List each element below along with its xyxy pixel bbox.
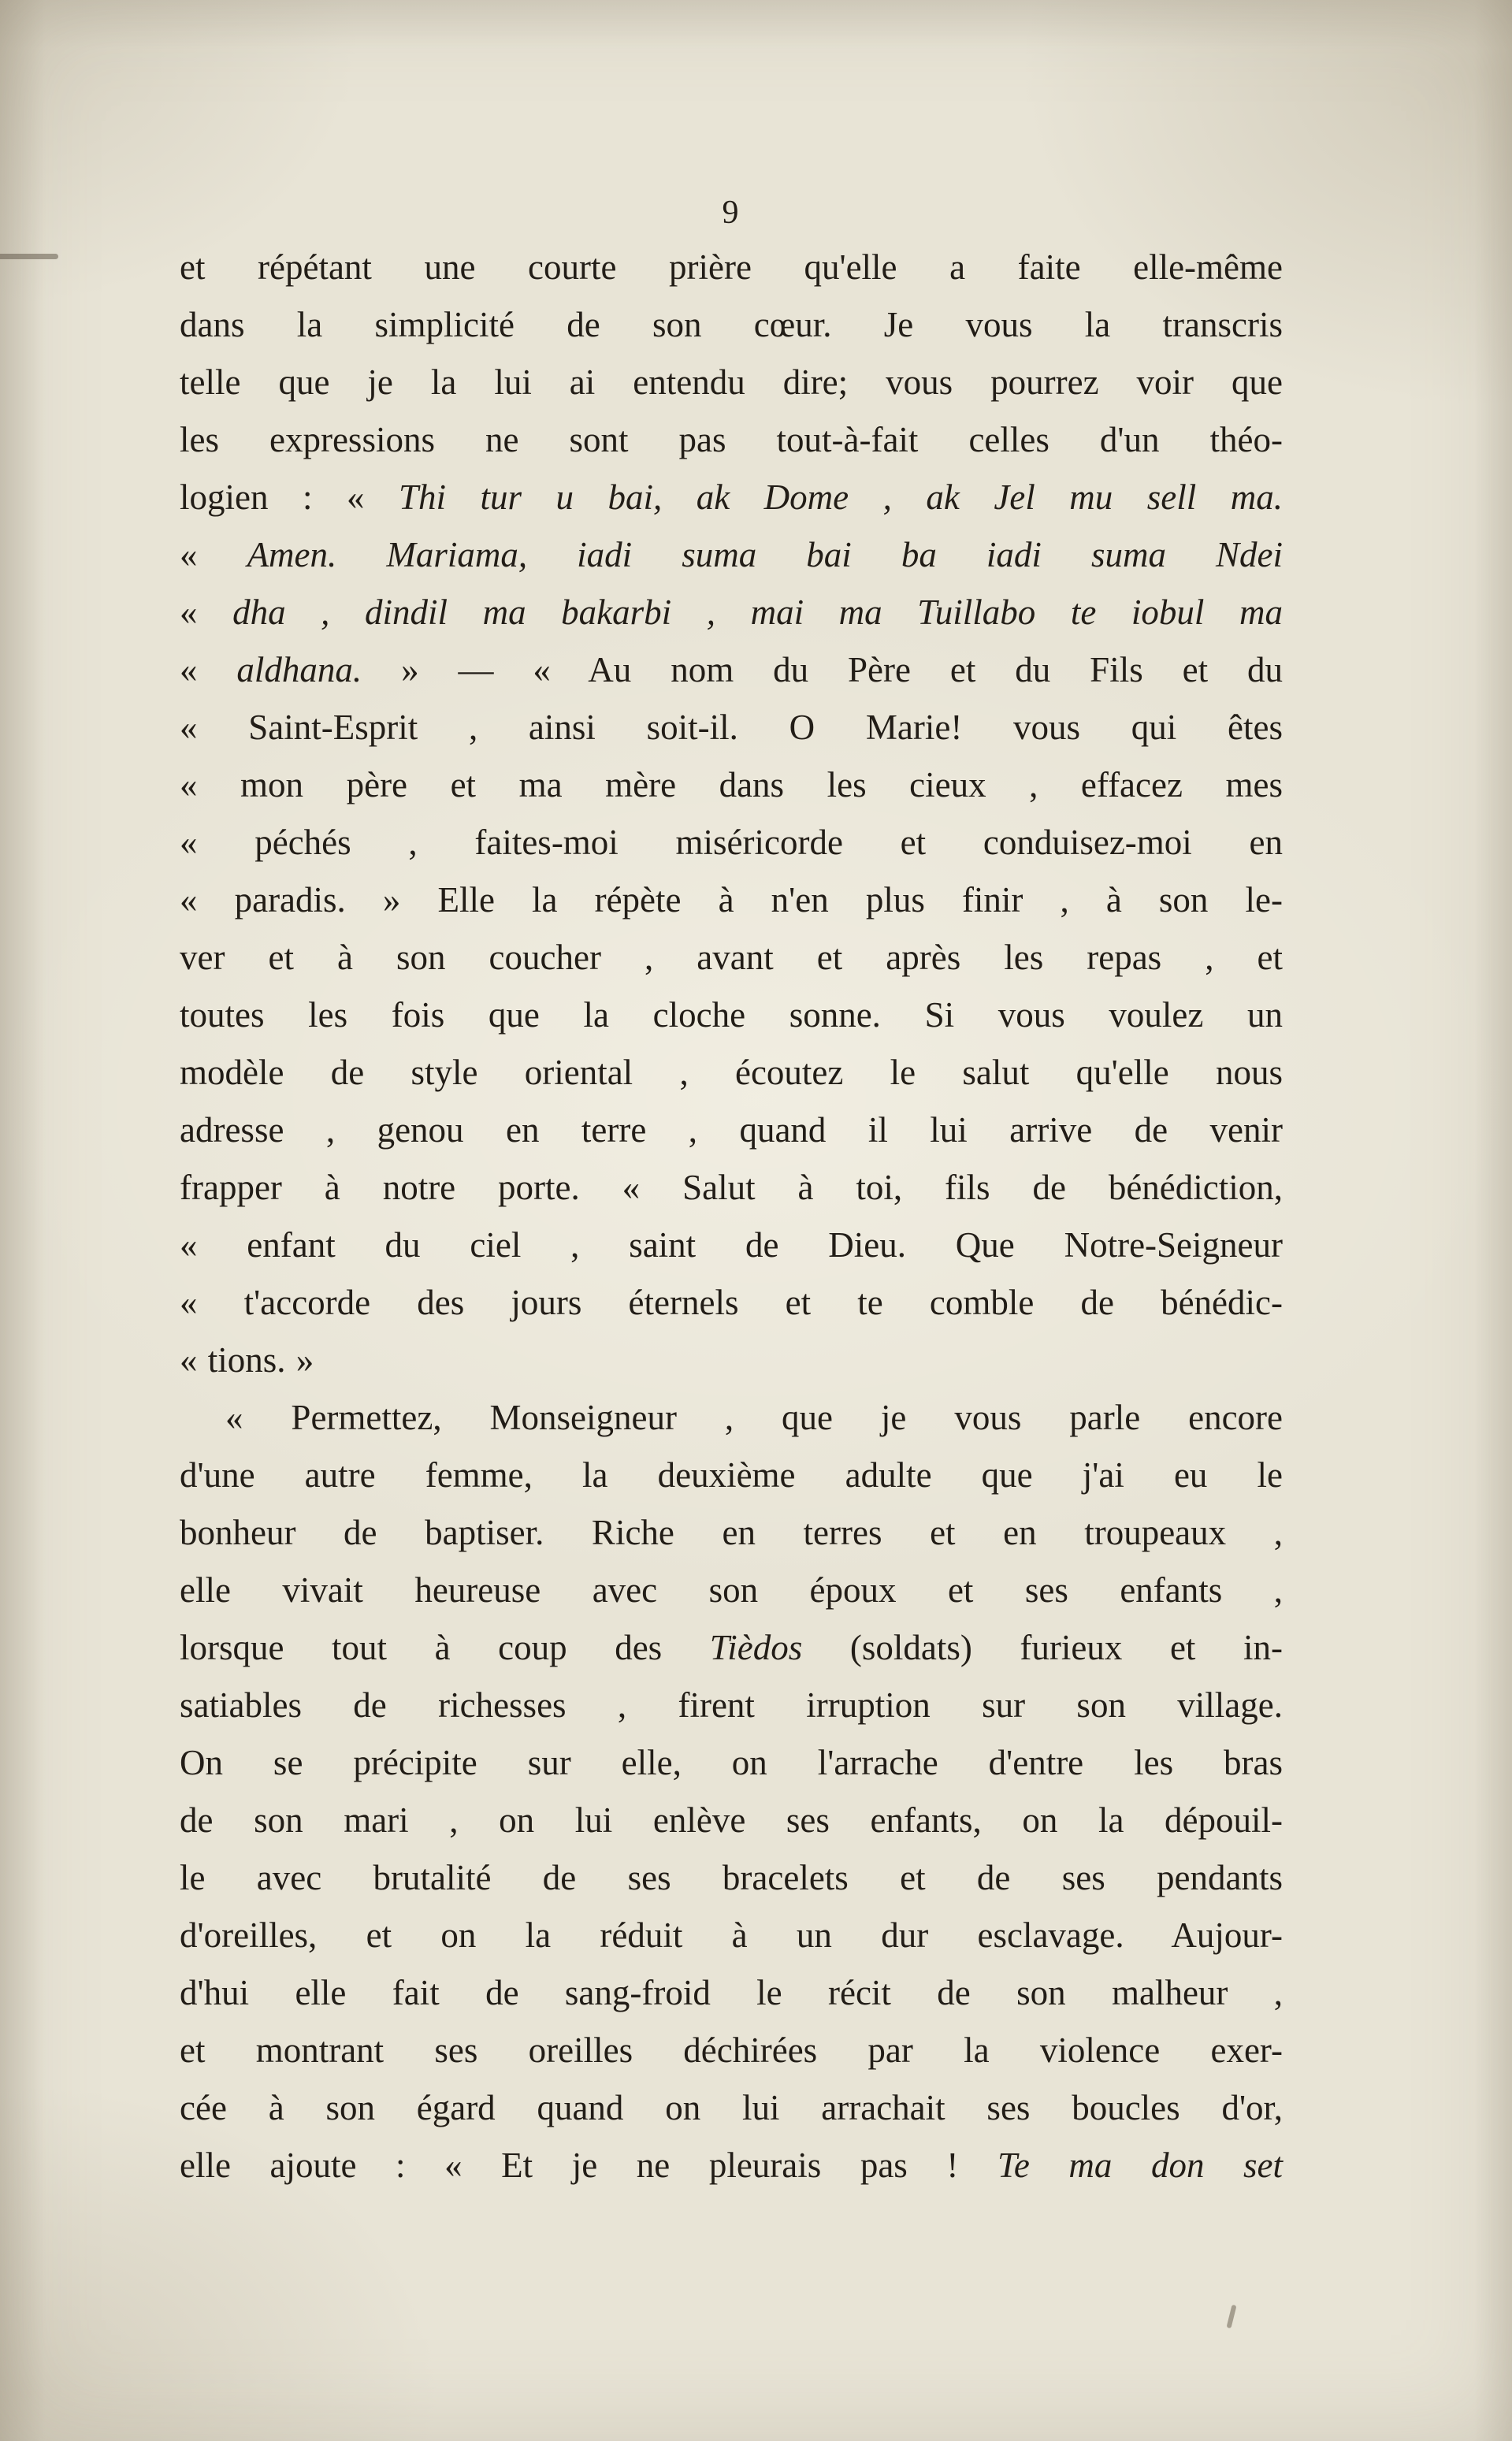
text-line (180, 1389, 1283, 1447)
text-segment: cée à son égard quand on lui arrachait ses boucles d'or, (180, 2088, 1283, 2127)
text-segment: « t'accorde des jours éternels et te comble de bénédic- (180, 1283, 1283, 1322)
text-line (180, 871, 1283, 929)
text-line (180, 1907, 1283, 1964)
text-line (180, 296, 1283, 354)
italic-text-segment: Te ma don set (997, 2146, 1283, 2185)
text-segment: et montrant ses oreilles déchirées par la violence exer- (180, 2030, 1283, 2070)
text-line (180, 1332, 1283, 1389)
text-segment: elle vivait heureuse avec son époux et ses enfants , (180, 1570, 1283, 1610)
italic-text-segment: Thi tur u bai, ak Dome , ak Jel mu sell ma. (398, 477, 1283, 517)
text-line (180, 986, 1283, 1044)
italic-text-segment: Amen. Mariama, iadi suma bai ba iadi suma Ndei (247, 535, 1283, 574)
page-number: 9 (722, 195, 741, 231)
text-segment: On se précipite sur elle, on l'arrache d'entre les bras (180, 1743, 1283, 1782)
text-segment: et répétant une courte prière qu'elle a faite elle-même (180, 247, 1283, 287)
text-line (180, 1044, 1283, 1102)
text-segment: » — « Au nom du Père et du Fils et du (362, 650, 1283, 689)
text-line (180, 1849, 1283, 1907)
text-line (180, 699, 1283, 756)
text-segment: d'oreilles, et on la réduit à un dur esclavage. Aujour- (180, 1915, 1283, 1955)
text-segment: adresse , genou en terre , quand il lui arrive de venir (180, 1110, 1283, 1150)
text-line (180, 814, 1283, 871)
text-segment: d'une autre femme, la deuxième adulte que j'ai eu le (180, 1455, 1283, 1495)
text-segment: « mon père et ma mère dans les cieux , effacez mes (180, 765, 1283, 804)
text-segment: dans la simplicité de son cœur. Je vous la transcris (180, 305, 1283, 344)
text-line (180, 354, 1283, 411)
text-segment: toutes les fois que la cloche sonne. Si vous voulez un (180, 995, 1283, 1035)
text-line (180, 1217, 1283, 1274)
text-segment: d'hui elle fait de sang-froid le récit de son malheur , (180, 1973, 1283, 2012)
text-segment: modèle de style oriental , écoutez le salut qu'elle nous (180, 1053, 1283, 1092)
text-line (180, 1734, 1283, 1792)
text-segment: « péchés , faites-moi miséricorde et conduisez-moi en (180, 823, 1283, 862)
scan-artifact-tick (1226, 2305, 1236, 2329)
text-line (180, 1792, 1283, 1849)
text-segment: de son mari , on lui enlève ses enfants, on la dépouil- (180, 1800, 1283, 1840)
text-line (180, 469, 1283, 526)
text-line (180, 1102, 1283, 1159)
text-segment: « paradis. » Elle la répète à n'en plus finir , à son le- (180, 880, 1283, 920)
text-segment: les expressions ne sont pas tout-à-fait celles d'un théo- (180, 420, 1283, 459)
text-segment: frapper à notre porte. « Salut à toi, fils de bénédiction, (180, 1168, 1283, 1207)
italic-text-segment: aldhana. (236, 650, 362, 689)
text-line (180, 1159, 1283, 1217)
text-line (180, 1677, 1283, 1734)
text-line (180, 1619, 1283, 1677)
text-line (180, 2079, 1283, 2137)
scan-artifact-dash (0, 254, 58, 259)
text-line (180, 526, 1283, 584)
text-line (180, 1964, 1283, 2022)
text-segment: « (180, 535, 247, 574)
text-segment: « tions. » (180, 1340, 314, 1380)
text-segment: ver et à son coucher , avant et après les repas , et (180, 938, 1283, 977)
italic-text-segment: Tièdos (709, 1628, 803, 1667)
italic-text-segment: dha , dindil ma bakarbi , mai ma Tuillabo te iobul ma (232, 593, 1284, 632)
text-segment: bonheur de baptiser. Riche en terres et en troupeaux , (180, 1513, 1283, 1552)
text-line (180, 2137, 1283, 2194)
text-segment: « (180, 593, 233, 632)
text-line (180, 641, 1283, 699)
text-segment: « Saint-Esprit , ainsi soit-il. O Marie! vous qui êtes (180, 708, 1283, 747)
text-segment: satiables de richesses , firent irruption sur son village. (180, 1685, 1283, 1725)
text-line (180, 239, 1283, 296)
text-segment: (soldats) furieux et in- (802, 1628, 1283, 1667)
text-segment: lorsque tout à coup des (180, 1628, 710, 1667)
text-segment: le avec brutalité de ses bracelets et de ses pendants (180, 1858, 1283, 1897)
text-line (180, 1504, 1283, 1562)
text-segment: telle que je la lui ai entendu dire; vous pourrez voir que (180, 362, 1283, 402)
text-line (180, 929, 1283, 986)
text-segment: « (180, 650, 237, 689)
text-line (180, 584, 1283, 641)
text-segment: « Permettez, Monseigneur , que je vous parle encore (225, 1398, 1283, 1437)
text-line (180, 2022, 1283, 2079)
text-line (180, 1274, 1283, 1332)
text-block (180, 239, 1283, 2194)
text-line (180, 1447, 1283, 1504)
text-line (180, 1562, 1283, 1619)
text-line (180, 411, 1283, 469)
text-segment: « enfant du ciel , saint de Dieu. Que Notre-Seigneur (180, 1225, 1283, 1265)
text-segment: elle ajoute : « Et je ne pleurais pas ! (180, 2146, 997, 2185)
text-segment: logien : « (180, 477, 399, 517)
text-line (180, 756, 1283, 814)
